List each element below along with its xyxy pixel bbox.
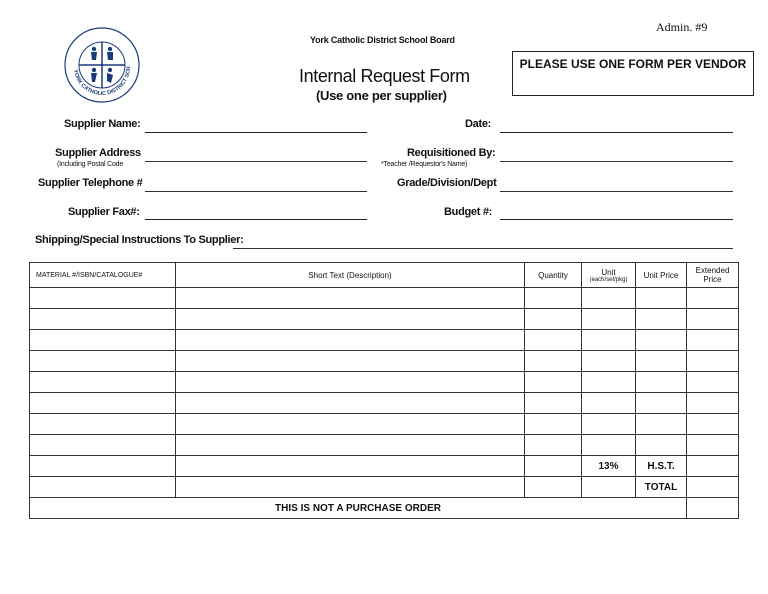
table-cell[interactable] (636, 288, 687, 309)
table-cell[interactable] (636, 351, 687, 372)
unit-price-header: Unit Price (636, 263, 687, 288)
admin-number: Admin. #9 (656, 20, 708, 34)
table-cell[interactable] (176, 309, 525, 330)
total-row (30, 477, 739, 498)
table-row (30, 393, 739, 414)
total-amount-cell[interactable] (687, 477, 739, 498)
requisitioned-by-field[interactable] (500, 161, 733, 162)
items-table (29, 262, 739, 519)
tax-amount-cell[interactable] (687, 456, 739, 477)
table-cell[interactable] (582, 477, 636, 498)
purchase-order-disclaimer: THIS IS NOT A PURCHASE ORDER (30, 498, 687, 519)
table-cell[interactable] (525, 435, 582, 456)
supplier-telephone-field[interactable] (145, 191, 367, 192)
school-board-logo (64, 27, 140, 103)
table-cell[interactable] (30, 435, 176, 456)
table-cell[interactable] (176, 288, 525, 309)
table-row (30, 351, 739, 372)
table-cell[interactable] (636, 372, 687, 393)
table-cell[interactable] (176, 477, 525, 498)
form-subtitle: (Use one per supplier) (316, 88, 447, 103)
table-cell[interactable] (582, 393, 636, 414)
logo-text: YORK CATHOLIC DISTRICT SCH (72, 66, 133, 98)
table-cell[interactable] (30, 393, 176, 414)
supplier-telephone-label: Supplier Telephone # (38, 177, 143, 189)
board-name: York Catholic District School Board (310, 35, 455, 45)
table-cell[interactable] (636, 435, 687, 456)
supplier-address-note: (Including Postal Code (57, 161, 124, 168)
table-cell[interactable] (582, 330, 636, 351)
table-row (30, 435, 739, 456)
table-cell[interactable] (30, 414, 176, 435)
table-cell[interactable] (176, 435, 525, 456)
table-cell[interactable] (687, 330, 739, 351)
tax-rate: 13% (582, 456, 636, 477)
table-cell[interactable] (30, 288, 176, 309)
table-cell[interactable] (636, 393, 687, 414)
material-header: MATERIAL #/ISBN/CATALOGUE# (30, 263, 176, 288)
table-row (30, 372, 739, 393)
supplier-name-field[interactable] (145, 132, 367, 133)
budget-label: Budget #: (444, 206, 493, 218)
vendor-notice: PLEASE USE ONE FORM PER VENDOR (512, 51, 754, 96)
supplier-name-label: Supplier Name: (64, 118, 141, 130)
table-cell[interactable] (636, 309, 687, 330)
table-cell[interactable] (525, 477, 582, 498)
table-cell[interactable] (525, 456, 582, 477)
table-row (30, 330, 739, 351)
table-cell[interactable] (525, 309, 582, 330)
table-cell[interactable] (582, 288, 636, 309)
table-cell[interactable] (687, 435, 739, 456)
supplier-fax-field[interactable] (145, 219, 367, 220)
supplier-address-label: Supplier Address (55, 147, 141, 159)
shipping-instructions-label: Shipping/Special Instructions To Supplier: (35, 234, 244, 246)
table-cell[interactable] (30, 330, 176, 351)
footer-amount-cell[interactable] (687, 498, 739, 519)
table-header-row (30, 263, 739, 288)
total-label: TOTAL (636, 477, 687, 498)
grade-division-dept-label: Grade/Division/Dept (397, 177, 497, 189)
table-cell[interactable] (176, 351, 525, 372)
shipping-instructions-field[interactable] (233, 248, 733, 249)
table-cell[interactable] (636, 330, 687, 351)
table-cell[interactable] (582, 309, 636, 330)
table-cell[interactable] (687, 372, 739, 393)
table-cell[interactable] (582, 351, 636, 372)
tax-label: H.S.T. (636, 456, 687, 477)
supplier-fax-label: Supplier Fax#: (68, 206, 140, 218)
table-row (30, 414, 739, 435)
budget-field[interactable] (500, 219, 733, 220)
table-cell[interactable] (582, 435, 636, 456)
table-cell[interactable] (176, 456, 525, 477)
date-field[interactable] (500, 132, 733, 133)
unit-header (582, 263, 636, 288)
table-cell[interactable] (525, 414, 582, 435)
table-cell[interactable] (525, 393, 582, 414)
table-cell[interactable] (687, 288, 739, 309)
table-cell[interactable] (582, 414, 636, 435)
requisitioned-by-note: *Teacher /Requestor's Name) (381, 161, 468, 168)
table-cell[interactable] (176, 372, 525, 393)
supplier-address-field[interactable] (145, 161, 367, 162)
grade-division-dept-field[interactable] (500, 191, 733, 192)
form-title: Internal Request Form (299, 66, 470, 86)
table-cell[interactable] (176, 393, 525, 414)
table-cell[interactable] (30, 477, 176, 498)
table-cell[interactable] (687, 309, 739, 330)
table-row (30, 288, 739, 309)
table-cell[interactable] (525, 330, 582, 351)
table-cell[interactable] (687, 351, 739, 372)
unit-header-sub: (each/set/pkg) (589, 276, 628, 283)
table-cell[interactable] (176, 414, 525, 435)
table-cell[interactable] (30, 351, 176, 372)
table-cell[interactable] (30, 372, 176, 393)
table-cell[interactable] (525, 351, 582, 372)
table-cell[interactable] (582, 372, 636, 393)
table-cell[interactable] (687, 414, 739, 435)
tax-row (30, 456, 739, 477)
table-cell[interactable] (30, 456, 176, 477)
description-header: Short Text (Description) (176, 263, 525, 288)
unit-header-label: Unit (601, 267, 616, 277)
requisitioned-by-label: Requisitioned By: (407, 147, 496, 159)
date-label: Date: (465, 118, 492, 130)
footer-row (30, 498, 739, 519)
table-cell[interactable] (176, 330, 525, 351)
table-cell[interactable] (687, 393, 739, 414)
table-cell[interactable] (525, 288, 582, 309)
quantity-header: Quantity (525, 263, 582, 288)
table-row (30, 309, 739, 330)
table-cell[interactable] (636, 414, 687, 435)
extended-price-header: Extended Price (687, 263, 739, 288)
table-cell[interactable] (525, 372, 582, 393)
table-cell[interactable] (30, 309, 176, 330)
